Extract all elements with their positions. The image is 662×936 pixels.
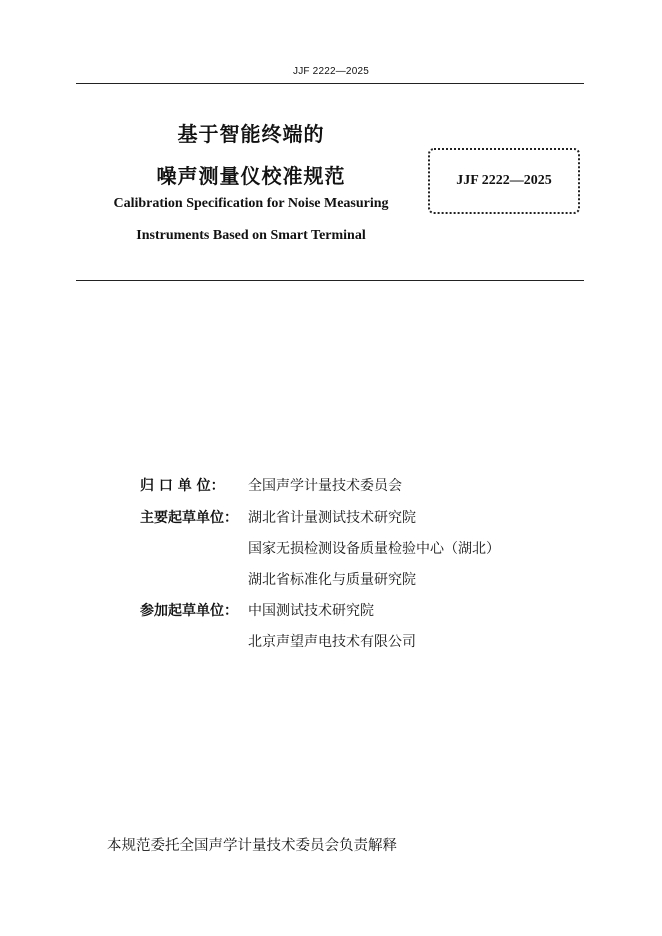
interpretation-note: 本规范委托全国声学计量技术委员会负责解释: [107, 838, 397, 854]
main-drafting-unit-2: 国家无损检测设备质量检验中心（湖北）: [248, 541, 500, 557]
top-divider: [76, 83, 584, 84]
main-drafting-unit-1: 湖北省计量测试技术研究院: [248, 510, 416, 526]
title-english-line-1: Calibration Specification for Noise Measuring: [113, 196, 389, 211]
main-drafting-unit-3: 湖北省标准化与质量研究院: [248, 572, 416, 588]
title-chinese-line-2: 噪声测量仪校准规范: [156, 164, 346, 188]
participating-unit-label: 参加起草单位：: [140, 603, 238, 619]
title-english-line-2: Instruments Based on Smart Terminal: [136, 228, 366, 243]
header-standard-code: JJF 2222—2025: [293, 66, 369, 77]
participating-unit-2: 北京声望声电技术有限公司: [248, 634, 416, 650]
standard-code-box-text: JJF 2222—2025: [456, 173, 552, 188]
responsible-unit-label: 归 口 单 位：: [140, 478, 225, 494]
title-chinese-line-1: 基于智能终端的: [177, 122, 325, 146]
responsible-unit-value: 全国声学计量技术委员会: [248, 478, 402, 494]
participating-unit-1: 中国测试技术研究院: [248, 603, 374, 619]
main-drafting-unit-label: 主要起草单位：: [140, 510, 238, 526]
bottom-divider: [76, 280, 584, 281]
standard-code-box: [428, 148, 580, 214]
